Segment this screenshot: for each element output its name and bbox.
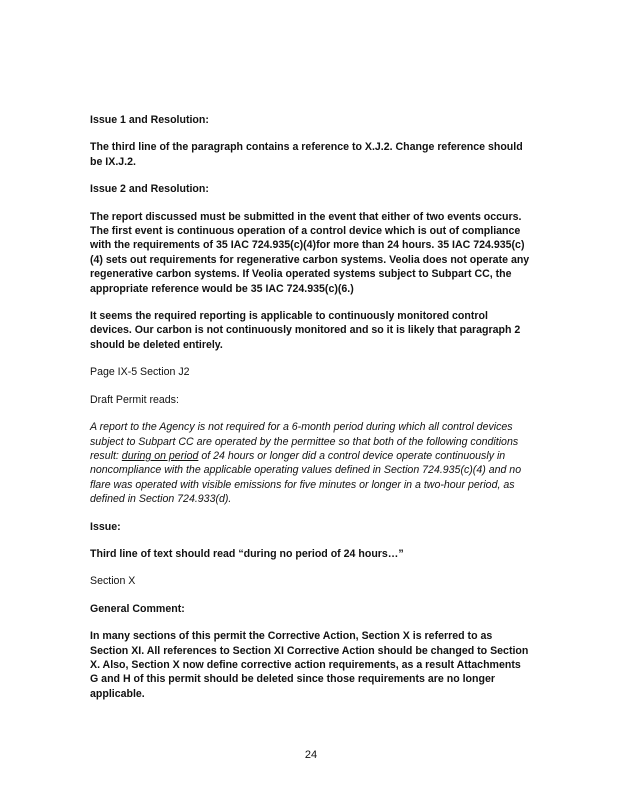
general-comment-label: General Comment: — [90, 602, 185, 615]
draft-quote-start: A report to the Agency is not required for a 6-month period during which all control devices subject to Subpart CC are operated by the permittee so that both of the following conditions result: — [90, 421, 519, 462]
issue2-paragraph-1: The report discussed must be submitted in the event that either of two events occurs. The first event is continuous operation of a control device which is out of compliance with the requirements of 35 IAC 724.935(c)(4)for more than 24 hours. 35 IAC 724.935(c)(4) sets out requirements for regenerative carbon systems. Veolia does not operate any regenerative carbon systems. If Veolia operated systems subject to Subpart CC, the appropriate reference would be 35 IAC 724.935(c)(6.) — [90, 210, 530, 295]
page-reference: Page IX-5 Section J2 — [90, 366, 190, 379]
general-comment-text: In many sections of this permit the Corrective Action, Section X is referred to as Section XI. All references to Section XI Corrective Action should be changed to Section X. Also, Section X now define corrective action requirements, as a result Attachments G and H of this permit should be deleted since those requirements are no longer applicable. — [90, 630, 529, 700]
issue2-heading: Issue 2 and Resolution: — [90, 183, 209, 196]
page-number: 24 — [304, 749, 318, 761]
issue-text: Third line of text should read “during no period of 24 hours…” — [90, 547, 404, 560]
draft-permit-label: Draft Permit reads: — [90, 393, 179, 406]
issue1-heading: Issue 1 and Resolution: — [90, 114, 209, 126]
issue2-paragraph-2: It seems the required reporting is applicable to continuously monitored control devices. Our carbon is not continuously monitored and so it is likely that paragraph 2 should be deleted entirely. — [90, 310, 521, 351]
page-body — [90, 113, 530, 701]
issue1-text: The third line of the paragraph contains a reference to X.J.2. Change reference should be IX.J.2. — [90, 141, 523, 168]
draft-quote-underlined: during on period — [121, 449, 199, 462]
draft-permit-quote — [90, 420, 530, 506]
section-x-title: Section X — [90, 575, 136, 588]
issue-label: Issue: — [90, 520, 121, 533]
draft-quote-end: of 24 hours or longer did a control device operate continuously in noncompliance with the applicable operating values defined in Section 724.935(c)(4) and no flare was operated with visible emissions for five minutes or longer in a two-hour period, as defined in Section 724.933(d). — [90, 449, 522, 506]
